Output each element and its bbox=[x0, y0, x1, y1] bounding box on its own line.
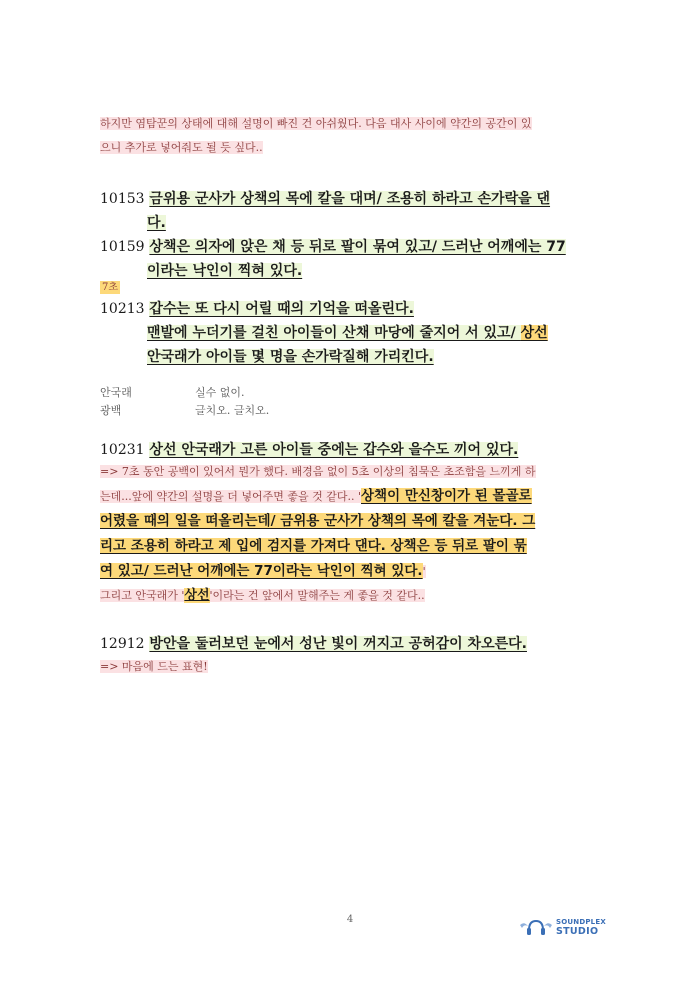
script-text-cont-2: 안국래가 아이들 몇 명을 손가락질해 가리킨다. bbox=[147, 349, 434, 365]
timecode: 10153 bbox=[100, 191, 145, 207]
suggested-text-d: 여 있고/ 드러난 어깨에는 77이라는 낙인이 찍혀 있다. bbox=[100, 563, 423, 579]
suggested-text-c: 리고 조용히 하라고 제 입에 검지를 가져다 댄다. 상책은 등 뒤로 팔이 묶 bbox=[100, 538, 527, 554]
duration-tag: 7초 bbox=[102, 282, 119, 293]
speaker-name: 광백 bbox=[100, 404, 122, 417]
speaker-name: 안국래 bbox=[100, 386, 132, 399]
script-text: 상선 안국래가 고른 아이들 중에는 갑수와 을수도 끼어 있다. bbox=[149, 442, 519, 458]
timecode: 12912 bbox=[100, 636, 145, 652]
studio-logo bbox=[518, 916, 608, 938]
script-text: 상책은 의자에 앉은 채 등 뒤로 팔이 묶여 있고/ 드러난 어깨에는 77 bbox=[149, 239, 566, 255]
comment-text: => 마음에 드는 표현! bbox=[100, 660, 208, 673]
script-line-10159 bbox=[100, 235, 610, 283]
script-text: 갑수는 또 다시 어릴 때의 기억을 떠올린다. bbox=[149, 301, 414, 317]
top-note bbox=[100, 112, 605, 160]
suggested-text-a: 상책이 만신창이가 된 몰골로 bbox=[361, 488, 532, 504]
script-text-cont: 맨발에 누더기를 걸친 아이들이 산채 마당에 줄지어 서 있고/ bbox=[147, 325, 521, 341]
top-note-line-2: 으니 추가로 넣어줘도 될 듯 싶다.. bbox=[100, 141, 263, 154]
comment-10231 bbox=[100, 460, 605, 608]
timecode: 10213 bbox=[100, 301, 145, 317]
dialog-row bbox=[100, 384, 269, 402]
script-text: 금위용 군사가 상책의 목에 칼을 대며/ 조용히 하라고 손가락을 댄 bbox=[149, 191, 551, 207]
logo-text bbox=[556, 918, 606, 936]
comment-line-2: 는데...앞에 약간의 설명을 더 넣어주면 좋을 것 같다.. ' bbox=[100, 490, 361, 503]
quote-close: ' bbox=[422, 565, 426, 578]
logo-line-1: SOUNDPLEX bbox=[556, 918, 606, 926]
script-line-12912 bbox=[100, 632, 610, 656]
script-text-cont: 이라는 낙인이 찍혀 있다. bbox=[147, 263, 303, 279]
script-line-10231 bbox=[100, 438, 610, 462]
highlight-word: 상선 bbox=[520, 325, 548, 341]
timecode: 10159 bbox=[100, 239, 145, 255]
dialog-text: 글치오. 글치오. bbox=[195, 404, 270, 417]
script-line-10153 bbox=[100, 187, 610, 235]
comment-12912 bbox=[100, 655, 605, 679]
script-text: 방안을 둘러보던 눈에서 성난 빛이 꺼지고 공허감이 차오른다. bbox=[149, 636, 527, 652]
comment-last-prefix: 그리고 안국래가 ' bbox=[100, 589, 185, 602]
page-number: 4 bbox=[346, 914, 354, 925]
comment-last-suffix: '이라는 건 앞에서 말해주는 게 좋을 것 같다.. bbox=[209, 589, 425, 602]
logo-line-2: STUDIO bbox=[556, 926, 599, 937]
top-note-line-1: 하지만 염탐꾼의 상태에 대해 설명이 빠진 건 아쉬웠다. 다음 대사 사이에 약간의 공간이 있 bbox=[100, 117, 532, 130]
dialog-block bbox=[100, 384, 269, 420]
script-line-10213 bbox=[100, 297, 610, 369]
dialog-text: 실수 없이. bbox=[195, 386, 245, 399]
dialog-row bbox=[100, 402, 269, 420]
headphones-wings-icon bbox=[518, 916, 554, 938]
highlight-word: 상선 bbox=[184, 588, 210, 603]
comment-line-1: => 7초 동안 공백이 있어서 뭔가 했다. 배경음 없이 5초 이상의 침묵은 초조함을 느끼게 하 bbox=[100, 465, 536, 478]
suggested-text-b: 어렸을 때의 일을 떠올리는데/ 금위용 군사가 상책의 목에 칼을 겨눈다. 그 bbox=[100, 513, 536, 529]
script-text-cont: 다. bbox=[147, 215, 166, 231]
timecode: 10231 bbox=[100, 442, 145, 458]
